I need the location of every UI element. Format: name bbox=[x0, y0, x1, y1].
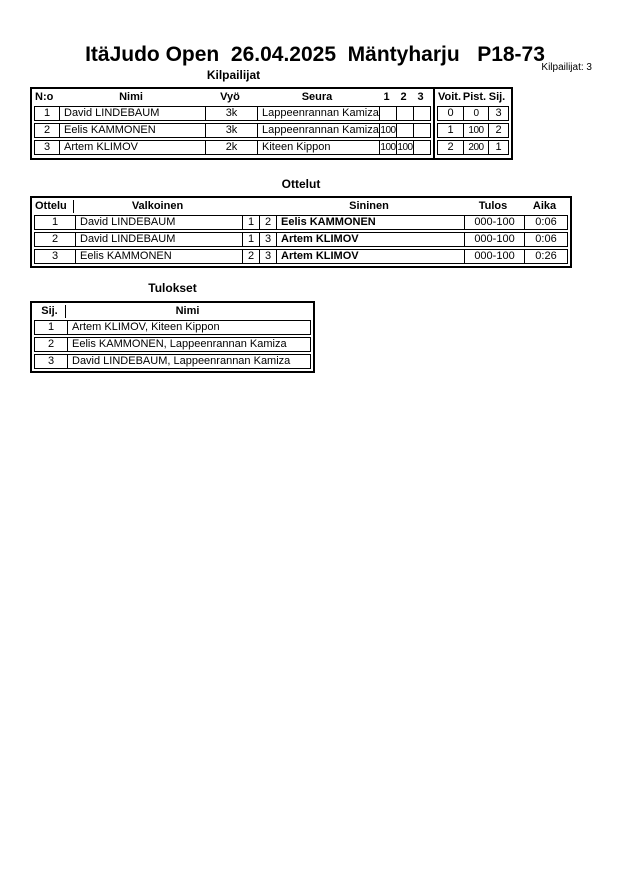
header-place: Sij. bbox=[34, 305, 66, 318]
competitor-club: Lappeenrannan Kamiza bbox=[257, 107, 379, 120]
result-place: 3 bbox=[47, 355, 55, 367]
matches-header-row bbox=[34, 200, 568, 213]
blue-competitor: Eelis KAMMONEN bbox=[276, 216, 464, 229]
header-round-2: 2 bbox=[400, 91, 407, 103]
points-value: 100 bbox=[463, 124, 488, 137]
header-blue: Sininen bbox=[349, 200, 389, 212]
match-number: 1 bbox=[51, 216, 59, 228]
white-number: 1 bbox=[242, 216, 259, 229]
competitor-row bbox=[34, 123, 431, 138]
result-row bbox=[34, 354, 311, 369]
result-name: Eelis KAMMONEN, Lappeenrannan Kamiza bbox=[67, 338, 310, 351]
white-competitor: David LINDEBAUM bbox=[75, 233, 242, 246]
result-row bbox=[34, 320, 311, 335]
results-table bbox=[30, 301, 315, 373]
round-3-score bbox=[413, 107, 430, 120]
place-value: 2 bbox=[488, 124, 508, 137]
header-white-number bbox=[241, 200, 258, 213]
competitors-table-totals-section bbox=[433, 89, 511, 158]
results-header-row bbox=[34, 305, 311, 318]
totals-header-row bbox=[437, 91, 509, 104]
competitor-club: Lappeenrannan Kamiza bbox=[257, 124, 379, 137]
place-value: 1 bbox=[488, 141, 508, 154]
competitors-count-label: Kilpailijat: 3 bbox=[541, 62, 592, 73]
match-row bbox=[34, 215, 568, 230]
header-time: Aika bbox=[532, 200, 557, 212]
blue-number: 2 bbox=[259, 216, 276, 229]
competitor-belt: 3k bbox=[205, 124, 257, 137]
white-number: 1 bbox=[242, 233, 259, 246]
matches-table-caption: Ottelut bbox=[281, 177, 321, 191]
round-3-score bbox=[413, 124, 430, 137]
match-result: 000-100 bbox=[464, 216, 524, 229]
blue-number: 3 bbox=[259, 250, 276, 263]
header-club: Seura bbox=[301, 91, 333, 103]
competitors-header-row bbox=[34, 91, 431, 104]
competitors-table bbox=[30, 87, 513, 160]
competitor-club: Kiteen Kippon bbox=[257, 141, 379, 154]
wins-value: 0 bbox=[447, 107, 454, 119]
match-row bbox=[34, 249, 568, 264]
header-round-1: 1 bbox=[383, 91, 390, 103]
results-table-section bbox=[32, 303, 313, 371]
match-time: 0:06 bbox=[524, 216, 567, 229]
result-name: David LINDEBAUM, Lappeenrannan Kamiza bbox=[67, 355, 310, 368]
white-competitor: Eelis KAMMONEN bbox=[75, 250, 242, 263]
wins-value: 2 bbox=[447, 141, 454, 153]
wins-value: 1 bbox=[447, 124, 454, 136]
totals-row bbox=[437, 140, 509, 155]
header-name: Nimi bbox=[119, 91, 143, 103]
header-no: N:o bbox=[35, 91, 54, 103]
header-wins: Voit. bbox=[437, 91, 461, 103]
result-name: Artem KLIMOV, Kiteen Kippon bbox=[67, 321, 310, 334]
round-2-score bbox=[396, 107, 413, 120]
place-value: 3 bbox=[488, 107, 508, 120]
competitor-name: Artem KLIMOV bbox=[59, 141, 205, 154]
white-number: 2 bbox=[242, 250, 259, 263]
match-result: 000-100 bbox=[464, 250, 524, 263]
header-result: Tulos bbox=[478, 200, 508, 212]
competitor-belt: 2k bbox=[205, 141, 257, 154]
result-place: 2 bbox=[47, 338, 55, 350]
round-2-score bbox=[396, 124, 413, 137]
round-2-score: 100 bbox=[397, 142, 413, 153]
points-value: 0 bbox=[463, 107, 488, 120]
round-1-score: 100 bbox=[380, 125, 396, 136]
match-time: 0:26 bbox=[524, 250, 567, 263]
competitors-table-main-section bbox=[32, 89, 433, 158]
match-row bbox=[34, 232, 568, 247]
matches-table bbox=[30, 196, 572, 268]
header-points: Pist. bbox=[462, 91, 487, 103]
competitor-row bbox=[34, 106, 431, 121]
header-place: Sij. bbox=[488, 91, 506, 103]
results-table-caption: Tulokset bbox=[148, 281, 197, 295]
result-place: 1 bbox=[47, 321, 55, 333]
match-result: 000-100 bbox=[464, 233, 524, 246]
competitor-row bbox=[34, 140, 431, 155]
round-3-score bbox=[413, 141, 430, 154]
match-number: 3 bbox=[51, 250, 59, 262]
white-competitor: David LINDEBAUM bbox=[75, 216, 242, 229]
blue-number: 3 bbox=[259, 233, 276, 246]
header-round-3: 3 bbox=[417, 91, 424, 103]
result-row bbox=[34, 337, 311, 352]
header-white: Valkoinen bbox=[131, 200, 184, 212]
header-match: Ottelu bbox=[34, 200, 74, 213]
blue-competitor: Artem KLIMOV bbox=[276, 233, 464, 246]
points-value: 200 bbox=[463, 141, 488, 154]
match-number: 2 bbox=[51, 233, 59, 245]
matches-table-section bbox=[32, 198, 570, 266]
round-1-score: 100 bbox=[380, 142, 396, 153]
header-blue-number bbox=[258, 200, 275, 213]
competitor-name: Eelis KAMMONEN bbox=[59, 124, 205, 137]
totals-row bbox=[437, 106, 509, 121]
competitor-number: 3 bbox=[43, 141, 51, 153]
competitor-number: 1 bbox=[43, 107, 51, 119]
header-belt: Vyö bbox=[220, 91, 240, 103]
competitors-table-caption: Kilpailijat bbox=[206, 68, 261, 82]
competitor-belt: 3k bbox=[205, 107, 257, 120]
totals-row bbox=[437, 123, 509, 138]
page-title: ItäJudo Open 26.04.2025 Mäntyharju P18-73 bbox=[85, 43, 545, 66]
blue-competitor: Artem KLIMOV bbox=[276, 250, 464, 263]
round-1-score bbox=[379, 107, 396, 120]
match-time: 0:06 bbox=[524, 233, 567, 246]
competitor-name: David LINDEBAUM bbox=[59, 107, 205, 120]
header-name: Nimi bbox=[175, 305, 200, 317]
competitor-number: 2 bbox=[43, 124, 51, 136]
